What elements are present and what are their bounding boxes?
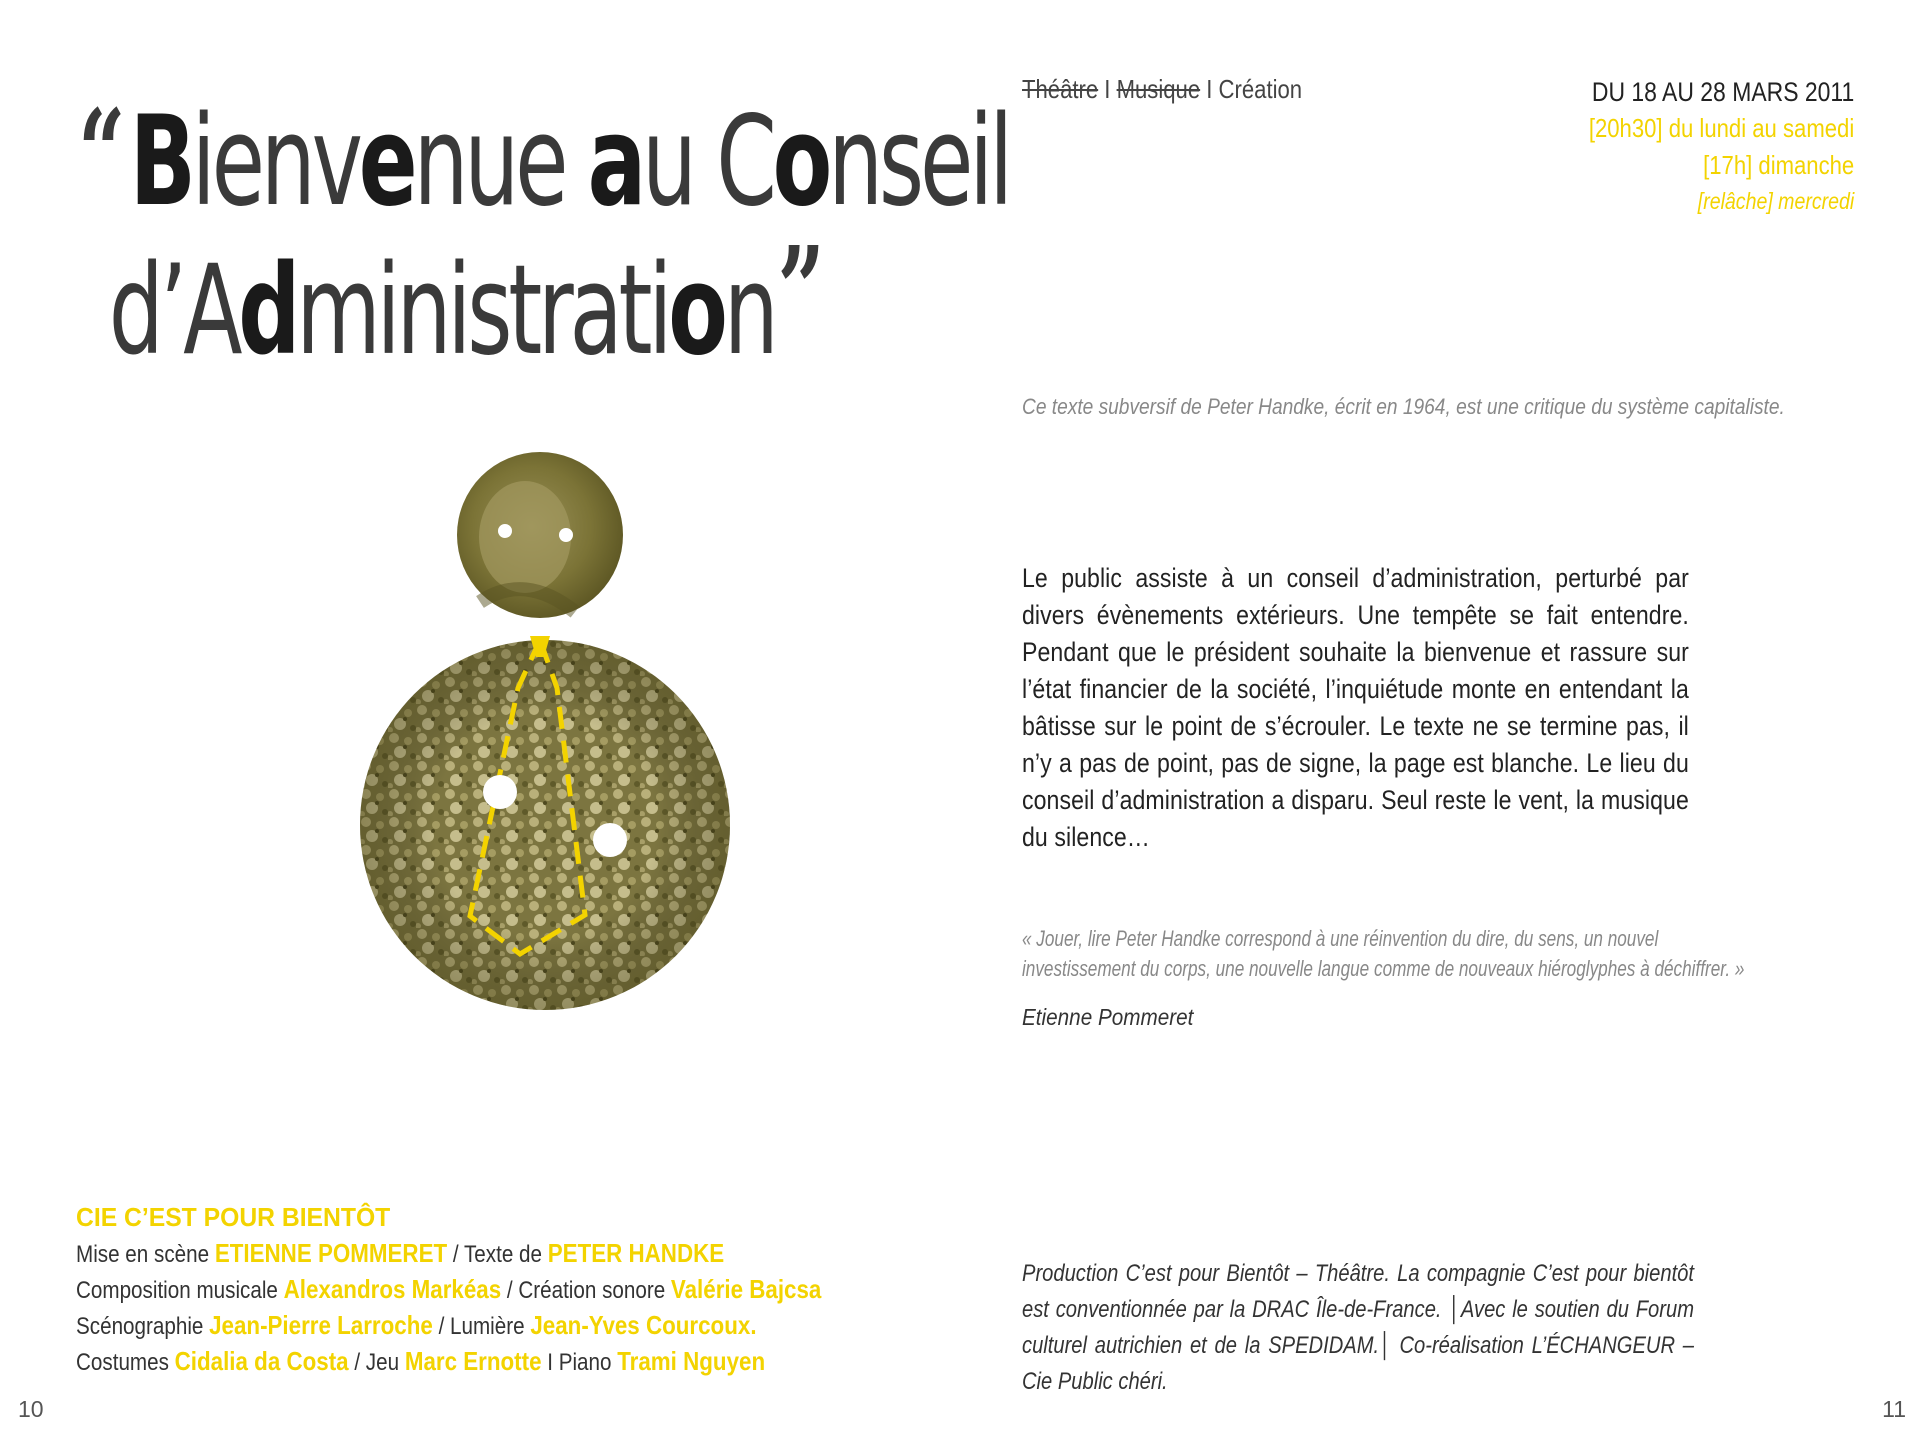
schedule-weekdays: [20h30] du lundi au samedi [1588, 113, 1854, 143]
page-number-left: 10 [18, 1396, 44, 1422]
pianist-name: Trami Nguyen [617, 1346, 766, 1376]
set-designer-name: Jean-Pierre Larroche [209, 1310, 433, 1340]
performance-dates [1589, 74, 1854, 218]
title-line-1: “Bienvenue au Conseil [78, 83, 1009, 234]
genre-line: Théâtre I Musique I Création [1022, 74, 1303, 104]
closing-quote: ” [777, 220, 825, 359]
synopsis-text: Le public assiste à un conseil d’administration, perturbé par divers évènements extérieurs. Une tempête se fait entendre. Pendant que le président souhaite la bienvenue et rassure sur l’état financier de la société, l’inquiétude monte en entendant la bâtisse sur le point de s’écrouler. Le texte ne se termine pas, il n’y a pas de point, pas de signe, la page est blanche. Le lieu du conseil d’administration a disparu. Seul reste le vent, la musique du silence… [1022, 563, 1689, 852]
schedule-sunday: [17h] dimanche [1702, 150, 1854, 180]
left-eye-dot [498, 524, 512, 538]
illustration [360, 452, 750, 1012]
schedule-relache: [relâche] mercredi [1697, 188, 1854, 214]
face-shape [479, 481, 571, 593]
credit-line-1: Mise en scène ETIENNE POMMERET / Texte de PETER HANDKE [76, 1238, 725, 1268]
author-name: PETER HANDKE [547, 1238, 725, 1268]
company-name: CIE C’EST POUR BIENTÔT [76, 1202, 391, 1232]
body-shade [360, 640, 730, 1010]
quote-text: « Jouer, lire Peter Handke correspond à une réinvention du dire, du sens, un nouvel investissement du corps, une nouvelle langue comme de nouveaux hiéroglyphes à déchiffrer. » [1022, 926, 1745, 981]
genre-musique: Musique [1116, 74, 1201, 104]
credits-list [76, 1236, 821, 1380]
credit-line-2: Composition musicale Alexandros Markéas / Création sonore Valérie Bajcsa [76, 1274, 822, 1304]
right-eye-dot [559, 528, 573, 542]
page-title [78, 83, 1009, 386]
actor-name: Marc Ernotte [404, 1346, 542, 1376]
quote-author: Etienne Pommeret [1022, 1004, 1194, 1030]
page-number-right: 11 [1882, 1396, 1906, 1422]
credit-line-3: Scénographie Jean-Pierre Larroche / Lumière Jean-Yves Courcoux. [76, 1310, 757, 1340]
title-line-2: d’Administration” [108, 220, 825, 383]
production-text: Production C’est pour Bientôt – Théâtre. La compagnie C’est pour bientôt est conventionnée par la DRAC Île-de-France. │Avec le soutien du Forum culturel autrichien et de la SPEDIDAM.│ Co-réalisation L’ÉCHANGEUR – Cie Public chéri. [1022, 1260, 1694, 1395]
genre-creation: Création [1218, 74, 1303, 104]
composer-name: Alexandros Markéas [283, 1274, 502, 1304]
button-dot-2 [593, 823, 627, 857]
sound-designer-name: Valérie Bajcsa [670, 1274, 822, 1304]
lighting-designer-name: Jean-Yves Courcoux. [530, 1310, 757, 1340]
credit-line-4: Costumes Cidalia da Costa / Jeu Marc Ernotte I Piano Trami Nguyen [76, 1346, 766, 1376]
director-name: ETIENNE POMMERET [214, 1238, 448, 1268]
intro-text: Ce texte subversif de Peter Handke, écrit en 1964, est une critique du système capitaliste. [1022, 394, 1785, 419]
genre-theatre: Théâtre [1022, 74, 1099, 104]
opening-quote: “ [78, 83, 126, 222]
date-range: DU 18 AU 28 MARS 2011 [1591, 77, 1854, 107]
costume-designer-name: Cidalia da Costa [174, 1346, 349, 1376]
button-dot-1 [483, 775, 517, 809]
